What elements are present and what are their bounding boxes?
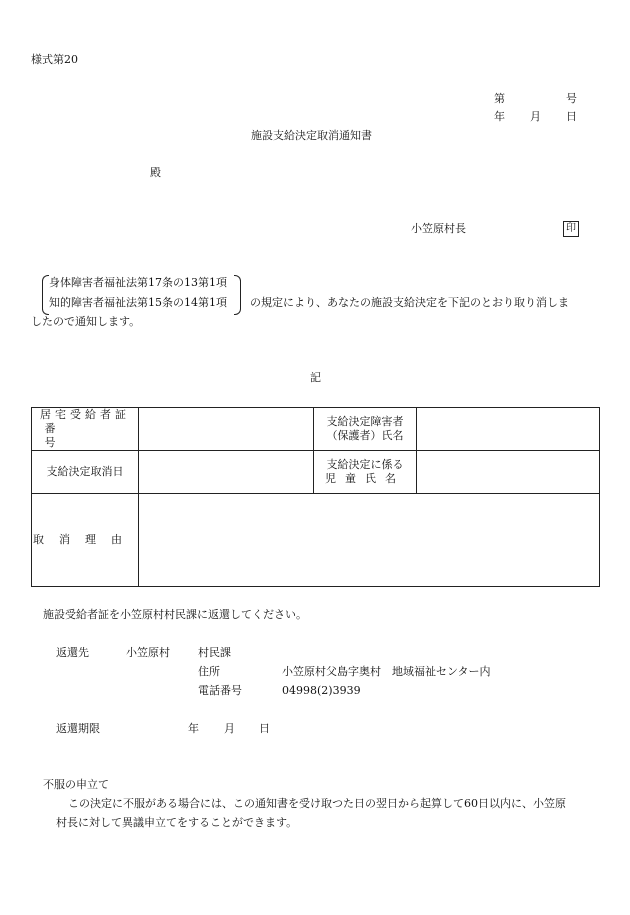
phone-label: 電話番号: [198, 684, 242, 697]
doc-number-go: 号: [566, 92, 577, 105]
legal-basis-2: 知的障害者福祉法第15条の14第1項: [49, 296, 227, 309]
table-label-juukyusha-no: [34, 408, 136, 450]
doc-number-dai: 第: [494, 92, 505, 105]
deadline-label: 返還期限: [56, 722, 100, 735]
details-table: [31, 407, 600, 587]
phone-value: 04998(2)3939: [282, 684, 361, 697]
body-text-line-2: したので通知します。: [31, 315, 141, 328]
appeal-line-1: この決定に不服がある場合には、この通知書を受け取つた日の翌日から起算して60日以内に、小笠原: [68, 797, 566, 810]
return-to-village: 小笠原村: [126, 646, 170, 659]
date-month: 月: [530, 110, 541, 123]
return-instruction: 施設受給者証を小笠原村村民課に返還してください。: [43, 608, 307, 621]
bracket-left: [42, 275, 49, 315]
label-recipient-a: 支給決定障害者: [326, 415, 404, 428]
table-col-divider-3: [416, 408, 417, 493]
label-child-a: 支給決定に係る: [326, 458, 404, 471]
appeal-line-2: 村長に対して異議申立てをすることができます。: [56, 816, 298, 829]
deadline-day: 日: [259, 722, 270, 735]
date-year: 年: [494, 110, 505, 123]
date-day: 日: [566, 110, 577, 123]
issuer-name: 小笠原村長: [411, 222, 466, 235]
body-text-line-1: の規定により、あなたの施設支給決定を下記のとおり取り消しま: [250, 296, 569, 309]
label-child-b: 児童氏名: [325, 472, 405, 485]
deadline-year: 年: [188, 722, 199, 735]
table-col-divider-1: [138, 408, 139, 586]
table-label-cancel-date: 支給決定取消日: [46, 465, 124, 478]
addressee-suffix: 殿: [150, 166, 161, 179]
table-label-recipient-name: [314, 408, 416, 450]
deadline-month: 月: [224, 722, 235, 735]
ki-heading: 記: [310, 371, 321, 384]
address-value: 小笠原村父島字奥村 地域福祉センター内: [282, 665, 491, 678]
table-label-cancel-reason: [32, 494, 138, 586]
document-title: 施設支給決定取消通知書: [251, 129, 372, 142]
address-label: 住所: [198, 665, 220, 678]
table-label-child-name: [314, 451, 416, 493]
label-reason: 取消理由: [33, 533, 137, 546]
label-juukyusha-b: 番号: [44, 422, 126, 449]
label-recipient-b: （保護者）氏名: [326, 429, 404, 442]
label-juukyusha-a: 居宅受給者証: [40, 408, 130, 421]
appeal-heading: 不服の申立て: [43, 778, 109, 791]
form-number: 様式第20: [31, 53, 78, 66]
return-to-label: 返還先: [56, 646, 89, 659]
seal-stamp: 印: [563, 221, 579, 237]
bracket-right: [234, 275, 241, 315]
legal-basis-1: 身体障害者福祉法第17条の13第1項: [49, 276, 227, 289]
return-to-dept: 村民課: [198, 646, 231, 659]
